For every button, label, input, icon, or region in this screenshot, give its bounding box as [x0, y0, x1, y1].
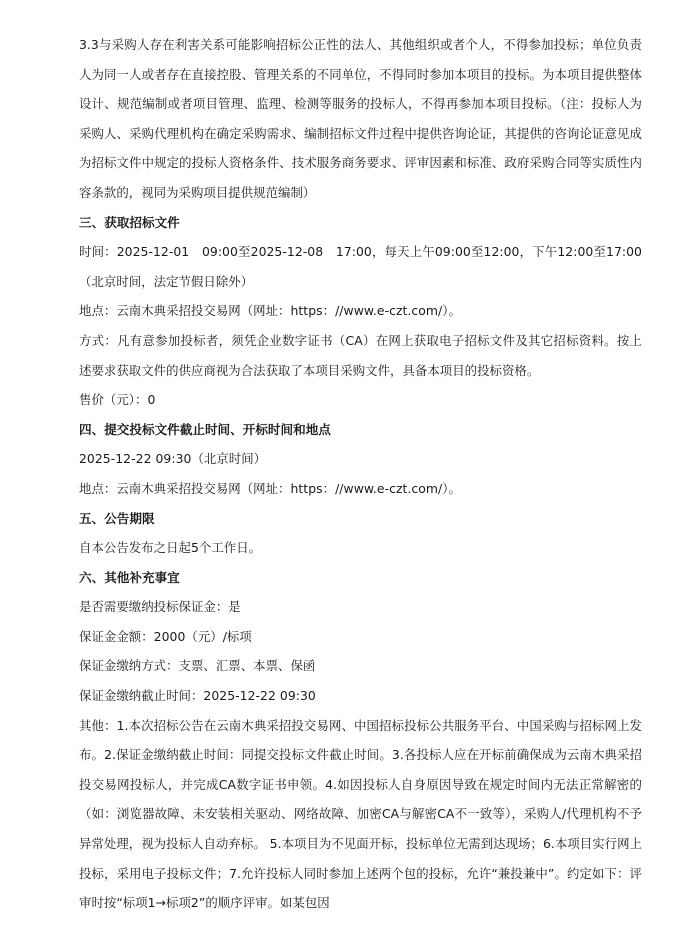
section-heading-obtain-documents: 三、获取招标文件: [79, 214, 180, 230]
paragraph-deposit-deadline: 保证金缴纳截止时间：2025-12-22 09:30: [79, 688, 316, 704]
paragraph-qualification-3-3: 3.3与采购人存在利害关系可能影响招标公正性的法人、其他组织或者个人，不得参加投标；单位负责人为同一人或者存在直接控股、管理关系的不同单位，不得同时参加本项目的投标。为本项目提供整体设计、规范编制或者项目管理、监理、检测等服务的投标人，不得再参加本项目投标。（注：投标人为采购人、采购代理机构在确定采购需求、编制招标文件过程中提供咨询论证，其提供的咨询论证意见成为招标文件中规定的投标人资格条件、技术服务商务要求、评审因素和标准、政府采购合同等实质性内容条款的，视同为采购项目提供规范编制）: [79, 37, 642, 200]
paragraph-deposit-required: 是否需要缴纳投标保证金：是: [79, 599, 241, 615]
paragraph-opening-location: 地点：云南木典采招投交易网（网址：https：//www.e-czt.com/）。: [79, 480, 461, 496]
paragraph-obtain-time: 时间：2025-12-01 09:00至2025-12-08 17:00，每天上午09:00至12:00，下午12:00至17:00（北京时间，法定节假日除外）: [79, 244, 642, 289]
paragraph-notice-period: 自本公告发布之日起5个工作日。: [79, 540, 262, 556]
paragraph-deadline-time: 2025-12-22 09:30（北京时间）: [79, 451, 267, 467]
paragraph-obtain-location: 地点：云南木典采招投交易网（网址：https：//www.e-czt.com/）。: [79, 303, 461, 319]
paragraph-deposit-method: 保证金缴纳方式：支票、汇票、本票、保函: [79, 658, 316, 674]
paragraph-deposit-amount: 保证金金额：2000（元）/标项: [79, 628, 252, 644]
paragraph-price: 售价（元）：0: [79, 392, 156, 408]
announcement-body: [79, 30, 642, 918]
section-heading-notice-period: 五、公告期限: [79, 510, 155, 526]
section-heading-submission-deadline: 四、提交投标文件截止时间、开标时间和地点: [79, 421, 331, 437]
section-heading-other-matters: 六、其他补充事宜: [79, 569, 180, 585]
paragraph-other-notes: 其他：1.本次招标公告在云南木典采招投交易网、中国招标投标公共服务平台、中国采购与招标网上发布。2.保证金缴纳截止时间：同提交投标文件截止时间。3.各投标人应在开标前确保成为云南木典采招投交易网投标人，并完成CA数字证书申领。4.如因投标人自身原因导致在规定时间内无法正常解密的（如：浏览器故障、未安装相关驱动、网络故障、加密CA与解密CA不一致等），采购人/代理机构不予异常处理，视为投标人自动弃标。 5.本项目为不见面开标，投标单位无需到达现场；6.本项目实行网上投标，采用电子投标文件；7.允许投标人同时参加上述两个包的投标，允许“兼投兼中”。约定如下：评审时按“标项1→标项2”的顺序评审。如某包因: [79, 717, 642, 911]
paragraph-obtain-method: 方式：凡有意参加投标者，须凭企业数字证书（CA）在网上获取电子招标文件及其它招标资料。按上述要求获取文件的供应商视为合法获取了本项目采购文件，具备本项目的投标资格。: [79, 332, 642, 378]
